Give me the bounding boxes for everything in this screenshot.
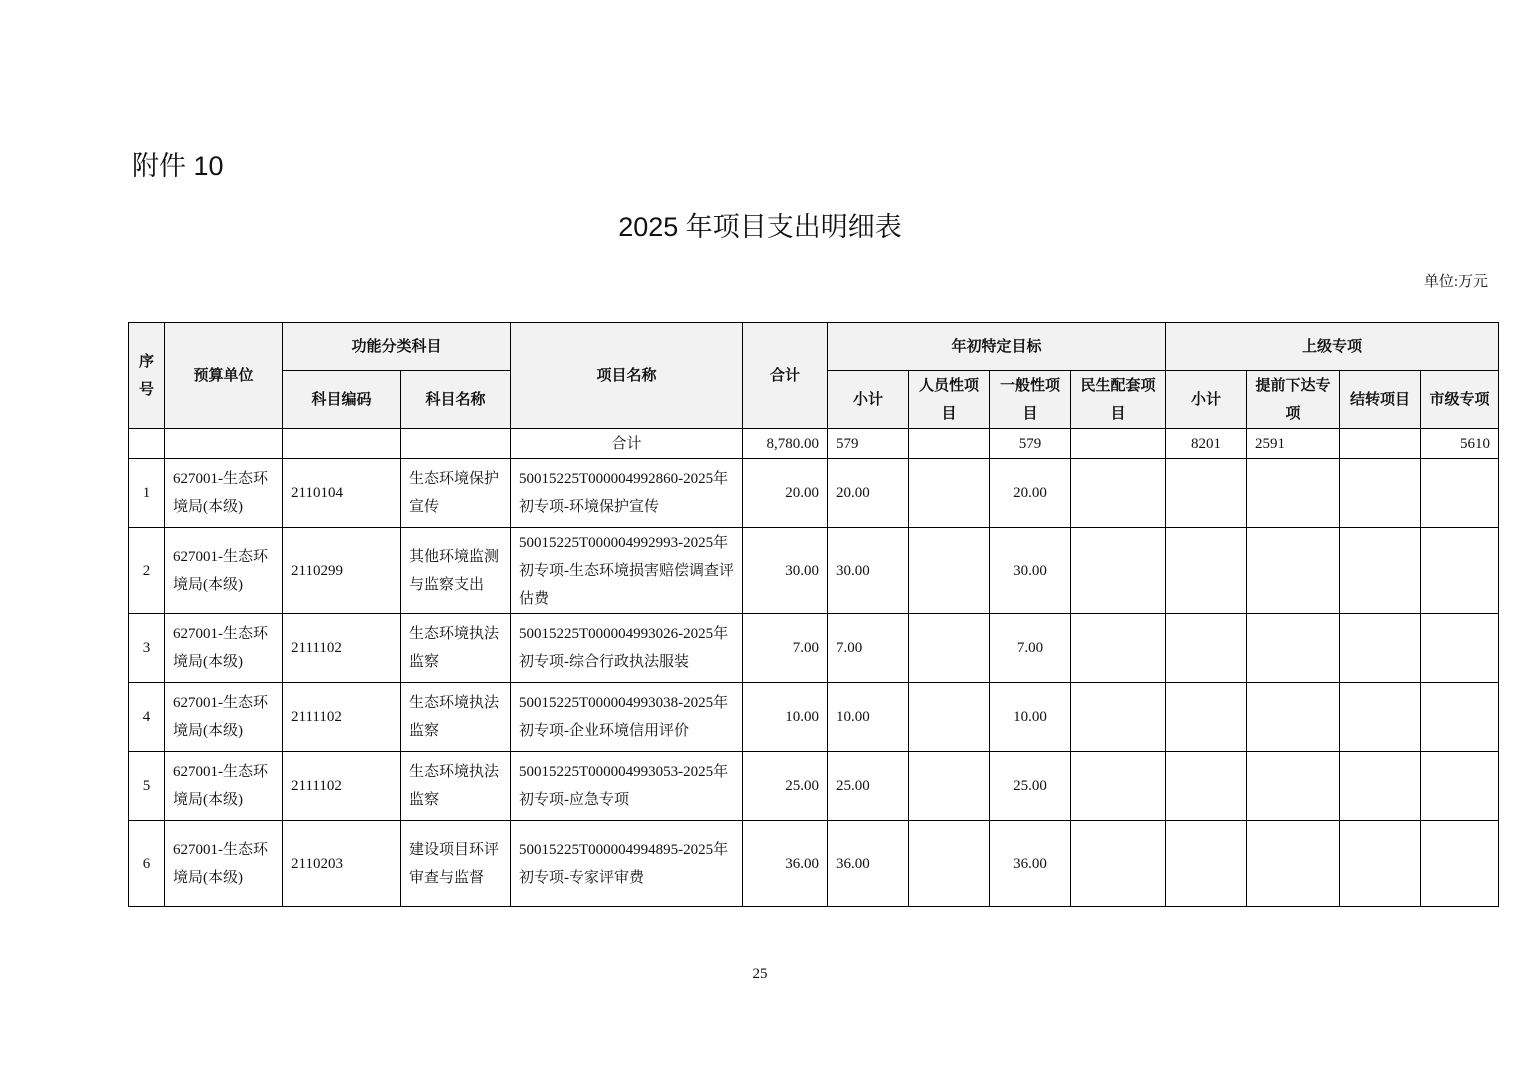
header-budget-unit: 预算单位	[165, 323, 283, 429]
row-general: 30.00	[990, 528, 1071, 614]
header-superior-subtotal: 小计	[1166, 371, 1247, 429]
header-seq: 序号	[129, 323, 165, 429]
table-row	[129, 821, 1499, 907]
row-budget-unit: 627001-生态环境局(本级)	[165, 459, 283, 528]
row-livelihood	[1071, 459, 1166, 528]
table-row	[129, 614, 1499, 683]
row-advance	[1247, 459, 1340, 528]
header-annual-targets: 年初特定目标	[828, 323, 1166, 371]
row-general: 20.00	[990, 459, 1071, 528]
summary-total: 8,780.00	[743, 429, 828, 459]
row-general: 7.00	[990, 614, 1071, 683]
row-carryover	[1340, 459, 1421, 528]
header-total: 合计	[743, 323, 828, 429]
row-subject-name: 生态环境执法监察	[401, 614, 511, 683]
row-project-name: 50015225T000004993026-2025年初专项-综合行政执法服装	[511, 614, 743, 683]
row-subject-code: 2111102	[283, 614, 401, 683]
header-general: 一般性项目	[990, 371, 1071, 429]
summary-label: 合计	[511, 429, 743, 459]
row-project-name: 50015225T000004994895-2025年初专项-专家评审费	[511, 821, 743, 907]
row-subject-name: 生态环境执法监察	[401, 683, 511, 752]
header-project-name: 项目名称	[511, 323, 743, 429]
row-carryover	[1340, 528, 1421, 614]
row-subject-code: 2110299	[283, 528, 401, 614]
row-seq: 4	[129, 683, 165, 752]
row-subject-code: 2110203	[283, 821, 401, 907]
row-subject-name: 建设项目环评审查与监督	[401, 821, 511, 907]
header-livelihood: 民生配套项目	[1071, 371, 1166, 429]
row-livelihood	[1071, 821, 1166, 907]
row-livelihood	[1071, 528, 1166, 614]
row-annual-subtotal: 20.00	[828, 459, 909, 528]
row-superior-subtotal	[1166, 683, 1247, 752]
row-project-name: 50015225T000004992993-2025年初专项-生态环境损害赔偿调查评估费	[511, 528, 743, 614]
row-municipal	[1421, 459, 1499, 528]
row-carryover	[1340, 821, 1421, 907]
row-subject-code: 2111102	[283, 752, 401, 821]
unit-note: 单位:万元	[1423, 274, 1488, 290]
summary-municipal: 5610	[1421, 429, 1499, 459]
row-annual-subtotal: 30.00	[828, 528, 909, 614]
row-advance	[1247, 528, 1340, 614]
row-subject-code: 2110104	[283, 459, 401, 528]
summary-row	[129, 429, 1499, 459]
row-carryover	[1340, 752, 1421, 821]
row-superior-subtotal	[1166, 528, 1247, 614]
table-row	[129, 459, 1499, 528]
summary-general: 579	[990, 429, 1071, 459]
row-seq: 1	[129, 459, 165, 528]
summary-advance: 2591	[1247, 429, 1340, 459]
row-seq: 6	[129, 821, 165, 907]
row-municipal	[1421, 683, 1499, 752]
row-total: 25.00	[743, 752, 828, 821]
row-project-name: 50015225T000004992860-2025年初专项-环境保护宣传	[511, 459, 743, 528]
row-municipal	[1421, 752, 1499, 821]
attachment-label: 附件 10	[132, 151, 224, 181]
row-total: 30.00	[743, 528, 828, 614]
summary-superior-subtotal: 8201	[1166, 429, 1247, 459]
table-row	[129, 528, 1499, 614]
row-budget-unit: 627001-生态环境局(本级)	[165, 528, 283, 614]
header-advance: 提前下达专项	[1247, 371, 1340, 429]
table-row	[129, 752, 1499, 821]
row-municipal	[1421, 528, 1499, 614]
row-superior-subtotal	[1166, 752, 1247, 821]
row-seq: 5	[129, 752, 165, 821]
expenditure-table	[128, 322, 1499, 907]
row-total: 20.00	[743, 459, 828, 528]
row-annual-subtotal: 7.00	[828, 614, 909, 683]
row-project-name: 50015225T000004993038-2025年初专项-企业环境信用评价	[511, 683, 743, 752]
row-subject-name: 其他环境监测与监察支出	[401, 528, 511, 614]
row-subject-name: 生态环境保护宣传	[401, 459, 511, 528]
row-seq: 2	[129, 528, 165, 614]
row-superior-subtotal	[1166, 459, 1247, 528]
row-municipal	[1421, 614, 1499, 683]
row-annual-subtotal: 10.00	[828, 683, 909, 752]
row-budget-unit: 627001-生态环境局(本级)	[165, 752, 283, 821]
header-personnel: 人员性项目	[909, 371, 990, 429]
row-subject-name: 生态环境执法监察	[401, 752, 511, 821]
row-municipal	[1421, 821, 1499, 907]
row-general: 25.00	[990, 752, 1071, 821]
header-annual-subtotal: 小计	[828, 371, 909, 429]
header-superior-special: 上级专项	[1166, 323, 1499, 371]
row-personnel	[909, 614, 990, 683]
row-personnel	[909, 528, 990, 614]
row-superior-subtotal	[1166, 821, 1247, 907]
row-total: 7.00	[743, 614, 828, 683]
row-livelihood	[1071, 752, 1166, 821]
row-advance	[1247, 821, 1340, 907]
row-seq: 3	[129, 614, 165, 683]
header-municipal: 市级专项	[1421, 371, 1499, 429]
row-budget-unit: 627001-生态环境局(本级)	[165, 821, 283, 907]
row-advance	[1247, 683, 1340, 752]
header-carryover: 结转项目	[1340, 371, 1421, 429]
row-total: 36.00	[743, 821, 828, 907]
row-subject-code: 2111102	[283, 683, 401, 752]
row-livelihood	[1071, 683, 1166, 752]
table-row	[129, 683, 1499, 752]
header-function-category: 功能分类科目	[283, 323, 511, 371]
row-superior-subtotal	[1166, 614, 1247, 683]
row-total: 10.00	[743, 683, 828, 752]
row-personnel	[909, 752, 990, 821]
row-personnel	[909, 683, 990, 752]
row-livelihood	[1071, 614, 1166, 683]
row-project-name: 50015225T000004993053-2025年初专项-应急专项	[511, 752, 743, 821]
row-personnel	[909, 821, 990, 907]
row-annual-subtotal: 25.00	[828, 752, 909, 821]
page-number: 25	[752, 966, 768, 982]
row-personnel	[909, 459, 990, 528]
row-carryover	[1340, 683, 1421, 752]
row-advance	[1247, 752, 1340, 821]
row-annual-subtotal: 36.00	[828, 821, 909, 907]
row-general: 10.00	[990, 683, 1071, 752]
header-subject-name: 科目名称	[401, 371, 511, 429]
summary-subtotal: 579	[828, 429, 909, 459]
row-general: 36.00	[990, 821, 1071, 907]
row-budget-unit: 627001-生态环境局(本级)	[165, 614, 283, 683]
row-budget-unit: 627001-生态环境局(本级)	[165, 683, 283, 752]
header-subject-code: 科目编码	[283, 371, 401, 429]
row-carryover	[1340, 614, 1421, 683]
page-title: 2025 年项目支出明细表	[618, 212, 902, 242]
row-advance	[1247, 614, 1340, 683]
